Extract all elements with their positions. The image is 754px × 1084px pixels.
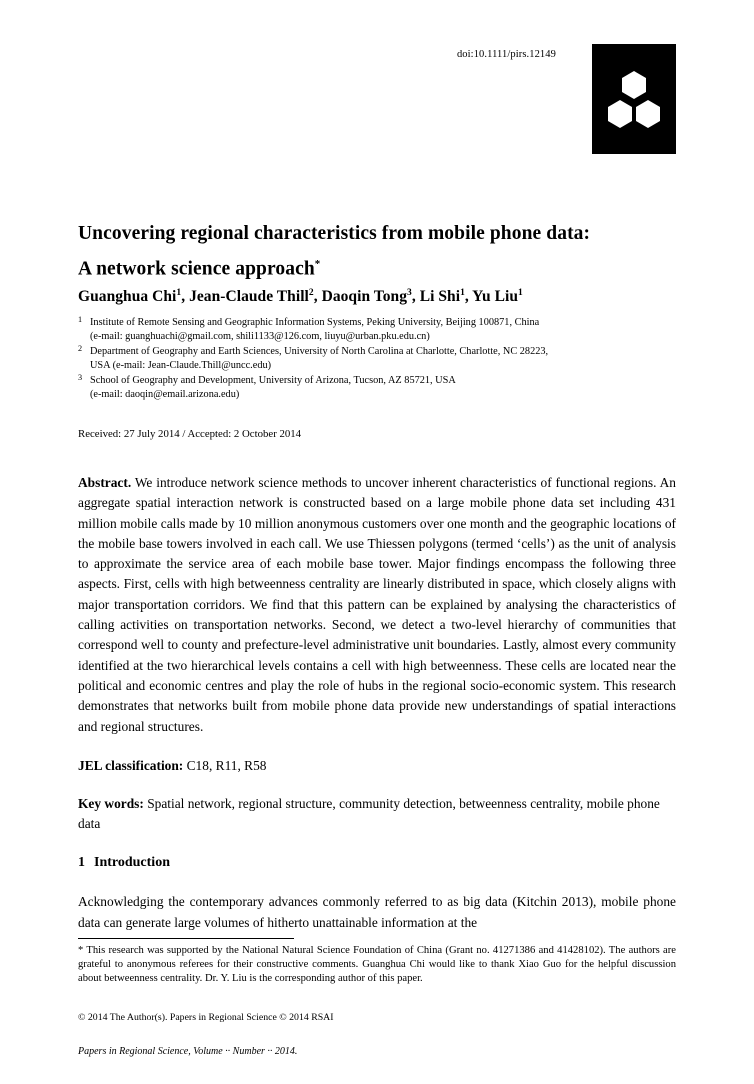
keywords-label: Key words:	[78, 796, 144, 811]
affiliation-email: USA (e-mail: Jean-Claude.Thill@uncc.edu)	[90, 360, 272, 372]
author-name: Daoqin Tong	[321, 288, 408, 306]
section-number: 1	[78, 855, 85, 870]
title-line-2: A network science approach	[78, 258, 315, 280]
section-heading-introduction	[78, 855, 170, 871]
affiliation-list	[78, 316, 678, 403]
author-separator: ,	[181, 288, 190, 306]
author-name: Jean-Claude Thill	[189, 288, 309, 306]
keywords-value: Spatial network, regional structure, community detection, betweenness centrality, mobile phone data	[78, 796, 660, 832]
footnote-marker: *	[78, 945, 84, 956]
jel-label: JEL classification:	[78, 758, 184, 773]
abstract-label: Abstract.	[78, 475, 132, 490]
copyright-line: © 2014 The Author(s). Papers in Regional Science © 2014 RSAI	[78, 1012, 334, 1023]
jel-value: C18, R11, R58	[183, 758, 267, 773]
affiliation-number: 3	[78, 372, 83, 382]
author-name: Guanghua Chi	[78, 288, 177, 306]
section-title: Introduction	[94, 855, 170, 870]
abstract-section	[78, 473, 676, 737]
affiliation-number: 2	[78, 343, 83, 353]
footnote	[78, 944, 676, 987]
affiliation-email: (e-mail: daoqin@email.arizona.edu)	[90, 389, 240, 401]
affiliation-email: (e-mail: guanghuachi@gmail.com, shili1133@126.com, liuyu@urban.pku.edu.cn)	[90, 331, 430, 343]
abstract-text: We introduce network science methods to uncover inherent characteristics of functional regions. An aggregate spatial interaction network is constructed based on a large mobile phone data set including 431 million mobile calls made by 10 million anonymous customers over one month and the geographic locations of the mobile base towers involved in each call. We use Thiessen polygons (termed ‘cells’) as the unit of analysis to approximate the service area of each mobile base tower. Major findings encompass the following three aspects. First, cells with high betweenness centrality are linearly distributed in space, which closely aligns with major transportation corridors. We find that this pattern can be explained by analysing the characteristics of calling activities on transportation networks. Second, we detect a two-level hierarchy of communities that correspond well to county and prefecture-level administrative unit boundaries. Lastly, almost every community identified at the two hierarchical levels contains a cell with high betweenness. These cells are located near the political and economic centres and play the role of hubs in the regional socio-economic system. This research demonstrates that networks built from mobile phone data provide new understandings of spatial interactions and regional structures.	[78, 475, 676, 734]
affiliation-item	[78, 345, 678, 373]
page-title	[78, 218, 658, 285]
author-affil-marker: 3	[407, 288, 412, 298]
footnote-divider	[78, 938, 294, 939]
author-separator: ,	[313, 288, 322, 306]
author-separator: ,	[411, 288, 420, 306]
author-affil-marker: 1	[518, 288, 523, 298]
author-affil-marker: 1	[176, 288, 182, 298]
doi-text: doi:10.1111/pirs.12149	[456, 49, 556, 60]
affiliation-item	[78, 316, 678, 344]
affiliation-text: Department of Geography and Earth Sciences, University of North Carolina at Charlotte, Charlotte, NC 28223,	[90, 345, 549, 357]
affiliation-text: School of Geography and Development, University of Arizona, Tucson, AZ 85721, USA	[90, 374, 456, 386]
footnote-text: This research was supported by the National Natural Science Foundation of China (Grant no. 41271386 and 41428102). The authors are grateful to anonymous referees for their constructive comments. Guanghua Chi would like to thank Xiao Guo for the helpful discussion about betweenness centrality. Dr. Y. Liu is the corresponding author of this paper.	[78, 945, 676, 985]
keywords	[78, 794, 676, 835]
affiliation-text: Institute of Remote Sensing and Geographic Information Systems, Peking University, Beijing 100871, China	[90, 317, 540, 328]
received-accepted-date: Received: 27 July 2014 / Accepted: 2 October 2014	[78, 428, 302, 440]
author-affil-marker: 2	[308, 288, 314, 298]
author-affil-marker: 1	[460, 288, 465, 298]
page-header	[78, 44, 676, 164]
hexagon-cluster-logo	[592, 44, 676, 154]
author-list	[78, 288, 676, 306]
title-line-1: Uncovering regional characteristics from mobile phone data:	[78, 223, 591, 244]
body-paragraph: Acknowledging the contemporary advances commonly referred to as big data (Kitchin 2013), mobile phone data can generate large volumes of hitherto unattainable information at the	[78, 894, 676, 930]
author-name: Li Shi	[419, 288, 461, 306]
running-footer: Papers in Regional Science, Volume ·· Number ·· 2014.	[78, 1046, 298, 1057]
author-name: Yu Liu	[472, 288, 518, 306]
jel-classification	[78, 756, 676, 776]
author-separator: ,	[464, 288, 473, 306]
affiliation-item	[78, 374, 678, 402]
affiliation-number: 1	[78, 314, 83, 324]
title-footnote-marker: *	[314, 258, 321, 270]
